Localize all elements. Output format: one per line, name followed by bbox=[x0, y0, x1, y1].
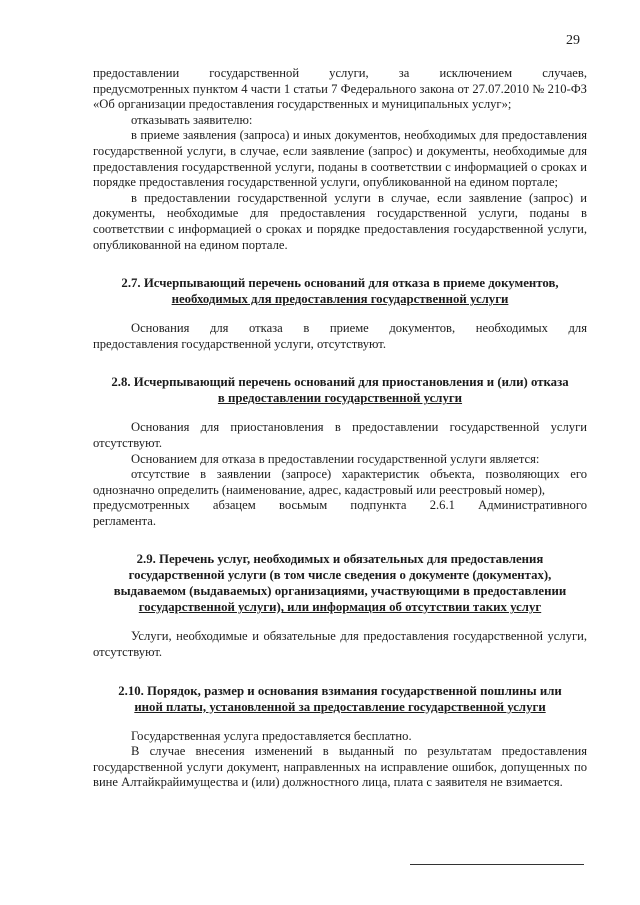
section-2-7-heading-line-2: необходимых для предоставления государственной услуги bbox=[171, 292, 509, 307]
section-2-9-heading bbox=[93, 551, 587, 615]
section-2-8-paragraph-3: отсутствие в заявлении (запросе) характеристик объекта, позволяющих его однозначно определить (наименование, адрес, кадастровый или реестровый номер), bbox=[93, 467, 587, 497]
section-2-8-paragraph-1: Основания для приостановления в предоставлении государственной услуги отсутствуют. bbox=[93, 420, 587, 450]
intro-paragraph-4: в предоставлении государственной услуги в случае, если заявление (запрос) и документы, необходимые для предоставления государственной услуги, поданы в соответствии с информацией о сроках и порядке предоставления государственной услуги, опубликованной на едином портале. bbox=[93, 190, 587, 252]
section-2-8-heading-line-1: 2.8. Исчерпывающий перечень оснований для приостановления и (или) отказа bbox=[111, 375, 569, 390]
section-2-8-heading-line-2: в предоставлении государственной услуги bbox=[217, 391, 463, 406]
document-body bbox=[93, 66, 587, 791]
section-2-7-heading bbox=[93, 275, 587, 307]
intro-paragraph-2: отказывать заявителю: bbox=[131, 112, 253, 127]
page-number: 29 bbox=[566, 33, 580, 48]
section-2-10-paragraph-1: Государственная услуга предоставляется бесплатно. bbox=[131, 728, 412, 743]
section-2-10-heading-line-2: иной платы, установленной за предоставление государственной услуги bbox=[134, 699, 546, 714]
section-2-9-paragraph-1: Услуги, необходимые и обязательные для предоставления государственной услуги, отсутствуют. bbox=[93, 629, 587, 660]
footer-divider bbox=[410, 864, 584, 865]
section-2-7-paragraph-1-line-1: Основания для отказа в приеме документов, необходимых для bbox=[131, 321, 587, 336]
section-2-10-paragraph-2: В случае внесения изменений в выданный по результатам предоставления государственной услуги документ, направленных на исправление ошибок, допущенных по вине Алтайкрайимущества и (или) должностного лица, плата с заявителя не взимается. bbox=[93, 744, 587, 790]
section-2-9-heading-line-1: 2.9. Перечень услуг, необходимых и обязательных для предоставления bbox=[136, 552, 544, 567]
section-2-10-heading bbox=[93, 683, 587, 715]
section-2-7-paragraph-1-line-2: предоставления государственной услуги, отсутствуют. bbox=[93, 336, 386, 351]
section-2-8-paragraph-3-line: предусмотренных абзацем восьмым подпункта 2.6.1 Административного bbox=[93, 498, 587, 513]
section-2-7-heading-line-1: 2.7. Исчерпывающий перечень оснований для отказа в приеме документов, bbox=[121, 276, 559, 291]
section-2-9-heading-line-3: выдаваемом (выдаваемых) организациями, участвующими в предоставлении bbox=[113, 584, 567, 599]
intro-paragraph-1-rest: предусмотренных пунктом 4 части 1 статьи 7 Федерального закона от 27.07.2010 № 210-ФЗ «Об организации предоставления государственных и муниципальных услуг»; bbox=[93, 81, 587, 112]
section-2-10-heading-line-1: 2.10. Порядок, размер и основания взимания государственной пошлины или bbox=[118, 683, 562, 698]
section-2-8-heading bbox=[93, 374, 587, 406]
section-2-8-paragraph-2: Основанием для отказа в предоставлении государственной услуги является: bbox=[131, 451, 540, 466]
intro-paragraph-1-line-1: предоставлении государственной услуги, за исключением случаев, bbox=[93, 66, 587, 80]
section-2-8-paragraph-3-end: регламента. bbox=[93, 513, 156, 528]
intro-paragraph-3: в приеме заявления (запроса) и иных документов, необходимых для предоставления государственной услуги, в случае, если заявление (запрос) и документы, необходимые для предоставления государственной услуги, поданы в соответствии с информацией о сроках и порядке предоставления государственной услуги, опубликованной на едином портале; bbox=[93, 128, 587, 190]
section-2-9-heading-line-4: государственной услуги), или информация об отсутствии таких услуг bbox=[138, 600, 542, 615]
section-2-9-heading-line-2: государственной услуги (в том числе сведения о документе (документах), bbox=[128, 568, 552, 583]
